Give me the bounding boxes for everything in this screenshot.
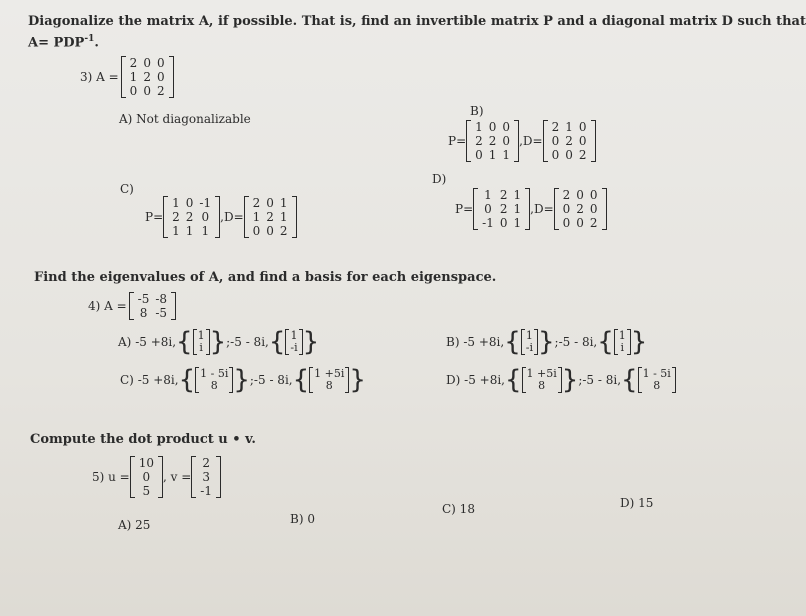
q5-option-d: D) 15 <box>620 496 654 510</box>
q4-option-c: C) -5 +8i, { 1 - 5i 8 } ;-5 - 8i, { 1 +5i 8 } <box>120 365 366 395</box>
q3-b-p-cell: 0 <box>475 148 483 162</box>
q4-b-v2: 1 i <box>614 330 631 354</box>
q3-a-cell: 1 <box>129 70 138 84</box>
q3-b-p-cell: 2 <box>488 134 497 148</box>
q4-a-cell: 8 <box>139 306 148 320</box>
q3-d-d-cell: 0 <box>576 188 584 202</box>
q3-c-d-cell: 2 <box>252 196 261 210</box>
q3-b-P <box>466 120 519 162</box>
q3-d-p-cell: 1 <box>513 202 522 216</box>
q3-c-p-cell: 0 <box>201 210 210 224</box>
q3-b-p-cell: 0 <box>488 120 497 134</box>
q4-c-label: C) <box>120 373 134 387</box>
q4-a-eig2: ;-5 - 8i, <box>226 335 269 349</box>
q3-a-cell: 0 <box>143 84 151 98</box>
q3-b-p-cell: 1 <box>502 148 511 162</box>
q3-label: 3) A = <box>80 70 119 84</box>
q4-c-v1: 1 - 5i 8 <box>195 368 233 392</box>
q3-c-d-cell: 0 <box>252 224 261 238</box>
q3-d-d-cell: 0 <box>589 202 598 216</box>
q3-c-p-cell: 1 <box>172 196 180 210</box>
q4-header: Find the eigenvalues of A, and find a basis for each eigenspace. <box>34 270 497 285</box>
q3-header-sup: -1 <box>84 34 95 44</box>
q3-c-p-cell: 1 <box>201 224 210 238</box>
q3-c-d-cell: 1 <box>279 210 288 224</box>
q3-d-p-cell: 1 <box>513 216 522 230</box>
q3-d-p-cell: 0 <box>499 216 508 230</box>
q3-b-p-cell: 0 <box>502 120 511 134</box>
q4-c-v2: 1 +5i 8 <box>309 368 349 392</box>
q3-d-d-cell: 0 <box>589 188 598 202</box>
q4-b-eig1: -5 +8i, <box>463 335 505 349</box>
q4-a-v1: 1 i <box>193 330 210 354</box>
q4-d-v2: 1 - 5i 8 <box>638 368 676 392</box>
q3-d-d-cell: 2 <box>562 188 571 202</box>
q3-c-d-label: D= <box>223 210 244 224</box>
q3-matrix-A <box>80 56 174 98</box>
q5-vectors <box>92 456 221 498</box>
q3-b-d-cell: 2 <box>565 134 573 148</box>
q3-b-d-cell: 0 <box>551 148 560 162</box>
q3-option-a: A) Not diagonalizable <box>119 112 251 126</box>
q3-b-p-cell: 2 <box>475 134 483 148</box>
q4-A <box>129 292 176 320</box>
q4-a-label: A) <box>118 335 132 349</box>
q3-b-p-cell: 1 <box>488 148 497 162</box>
q4-label: 4) A = <box>88 299 127 313</box>
q3-c-d-cell: 0 <box>266 224 274 238</box>
q3-d-d-label: D= <box>533 202 554 216</box>
q4-option-b: B) -5 +8i, { 1 -i } ;-5 - 8i, { 1 i } <box>446 327 648 357</box>
q3-d-p-cell: -1 <box>482 216 494 230</box>
q3-b-comma: , <box>519 134 523 148</box>
q4-a-cell: -5 <box>137 292 150 306</box>
q3-c-d-cell: 1 <box>252 210 261 224</box>
q3-d-d-cell: 0 <box>576 216 584 230</box>
q3-c-p-cell: 0 <box>185 196 194 210</box>
q3-d-d-cell: 0 <box>562 202 571 216</box>
q3-c-p-label: P= <box>145 210 164 224</box>
q4-d-eig1: -5 +8i, <box>464 373 505 387</box>
q3-a-cell: 0 <box>129 84 138 98</box>
q3-b-d-cell: 0 <box>551 134 560 148</box>
q5-u <box>130 456 163 498</box>
q4-a-cell: -5 <box>155 306 168 320</box>
q3-c-p-cell: 2 <box>185 210 194 224</box>
q3-a-cell: 2 <box>156 84 165 98</box>
q5-v-cell: -1 <box>200 484 212 498</box>
q3-c-d-cell: 2 <box>279 224 288 238</box>
q3-d-comma: , <box>530 202 534 216</box>
q3-A <box>121 56 174 98</box>
q3-option-c-label: C) <box>120 182 134 196</box>
q5-v-label: , v = <box>163 470 192 484</box>
q5-v-cell: 3 <box>202 470 210 484</box>
q3-b-d-label: D= <box>522 134 543 148</box>
q3-option-d <box>455 188 607 230</box>
q4-c-eig1: -5 +8i, <box>137 373 179 387</box>
q3-d-d-cell: 0 <box>562 216 571 230</box>
q3-d-p-cell: 1 <box>484 188 492 202</box>
q5-option-c: C) 18 <box>442 502 475 516</box>
q3-b-d-cell: 0 <box>578 120 587 134</box>
q3-d-p-label: P= <box>455 202 474 216</box>
q3-b-d-cell: 1 <box>565 120 573 134</box>
q3-c-p-cell: 1 <box>185 224 194 238</box>
q3-a-cell: 2 <box>129 56 138 70</box>
q5-u-cell: 5 <box>142 484 151 498</box>
q4-option-a: A) -5 +8i, { 1 i } ;-5 - 8i, { 1 -i } <box>118 327 320 357</box>
q5-v <box>191 456 221 498</box>
q4-a-v2: 1 -i <box>285 330 302 354</box>
q3-option-b <box>448 120 596 162</box>
q3-c-p-cell: -1 <box>199 196 212 210</box>
q3-a-cell: 2 <box>143 70 151 84</box>
q3-b-p-cell: 0 <box>502 134 511 148</box>
q3-a-cell: 0 <box>156 70 165 84</box>
q5-u-cell: 0 <box>142 470 151 484</box>
q4-b-label: B) <box>446 335 460 349</box>
q3-b-d-cell: 0 <box>565 148 573 162</box>
q3-b-p-cell: 1 <box>475 120 483 134</box>
q4-d-eig2: ;-5 - 8i, <box>578 373 622 387</box>
q4-b-eig2: ;-5 - 8i, <box>554 335 598 349</box>
q3-d-d-cell: 2 <box>576 202 584 216</box>
q3-option-b-label: B) <box>470 104 484 118</box>
q4-a-eig1: -5 +8i, <box>135 335 177 349</box>
q3-c-d-cell: 1 <box>279 196 288 210</box>
q3-d-p-cell: 0 <box>484 202 492 216</box>
q5-option-b: B) 0 <box>290 512 315 526</box>
q3-header-end: . <box>94 35 99 51</box>
q5-option-a: A) 25 <box>118 518 151 532</box>
q5-u-label: 5) u = <box>92 470 130 484</box>
q3-d-D <box>554 188 607 230</box>
q3-header-2 <box>28 34 99 50</box>
q4-a-cell: -8 <box>155 292 168 306</box>
q3-d-p-cell: 2 <box>499 202 508 216</box>
q3-d-d-cell: 2 <box>589 216 598 230</box>
q3-d-p-cell: 2 <box>499 188 508 202</box>
q3-header <box>28 14 806 29</box>
q3-option-c <box>145 196 297 238</box>
q5-v-cell: 2 <box>202 456 210 470</box>
q3-option-d-label: D) <box>432 172 447 186</box>
q3-b-d-cell: 0 <box>578 134 587 148</box>
q4-d-label: D) <box>446 373 461 387</box>
q3-a-cell: 0 <box>156 56 165 70</box>
q3-a-cell: 0 <box>143 56 151 70</box>
q4-c-eig2: ;-5 - 8i, <box>249 373 293 387</box>
q4-b-v1: 1 -i <box>521 330 538 354</box>
q4-matrix-A <box>88 292 176 320</box>
q3-c-comma: , <box>220 210 224 224</box>
q3-c-d-cell: 0 <box>266 196 274 210</box>
q4-option-d: D) -5 +8i, { 1 +5i 8 } ;-5 - 8i, { 1 - 5i 8 <box>446 368 700 392</box>
q3-c-d-cell: 2 <box>266 210 274 224</box>
q3-header-line1: Diagonalize the matrix A, if possible. That is, find an invertible matrix P and a diagonal matrix D such that <box>28 14 806 29</box>
q3-c-p-cell: 1 <box>172 224 180 238</box>
q3-header-line2: A= PDP <box>28 35 85 51</box>
q3-c-D <box>244 196 297 238</box>
q3-d-p-cell: 1 <box>513 188 522 202</box>
q5-u-cell: 10 <box>138 456 155 470</box>
q3-b-D <box>543 120 596 162</box>
q5-header: Compute the dot product u • v. <box>30 432 256 447</box>
q3-b-p-label: P= <box>448 134 467 148</box>
q4-d-v1: 1 +5i 8 <box>522 368 562 392</box>
q3-d-P <box>473 188 530 230</box>
q3-c-p-cell: 2 <box>172 210 180 224</box>
q3-b-d-cell: 2 <box>551 120 560 134</box>
q3-b-d-cell: 2 <box>578 148 587 162</box>
q3-c-P <box>163 196 220 238</box>
